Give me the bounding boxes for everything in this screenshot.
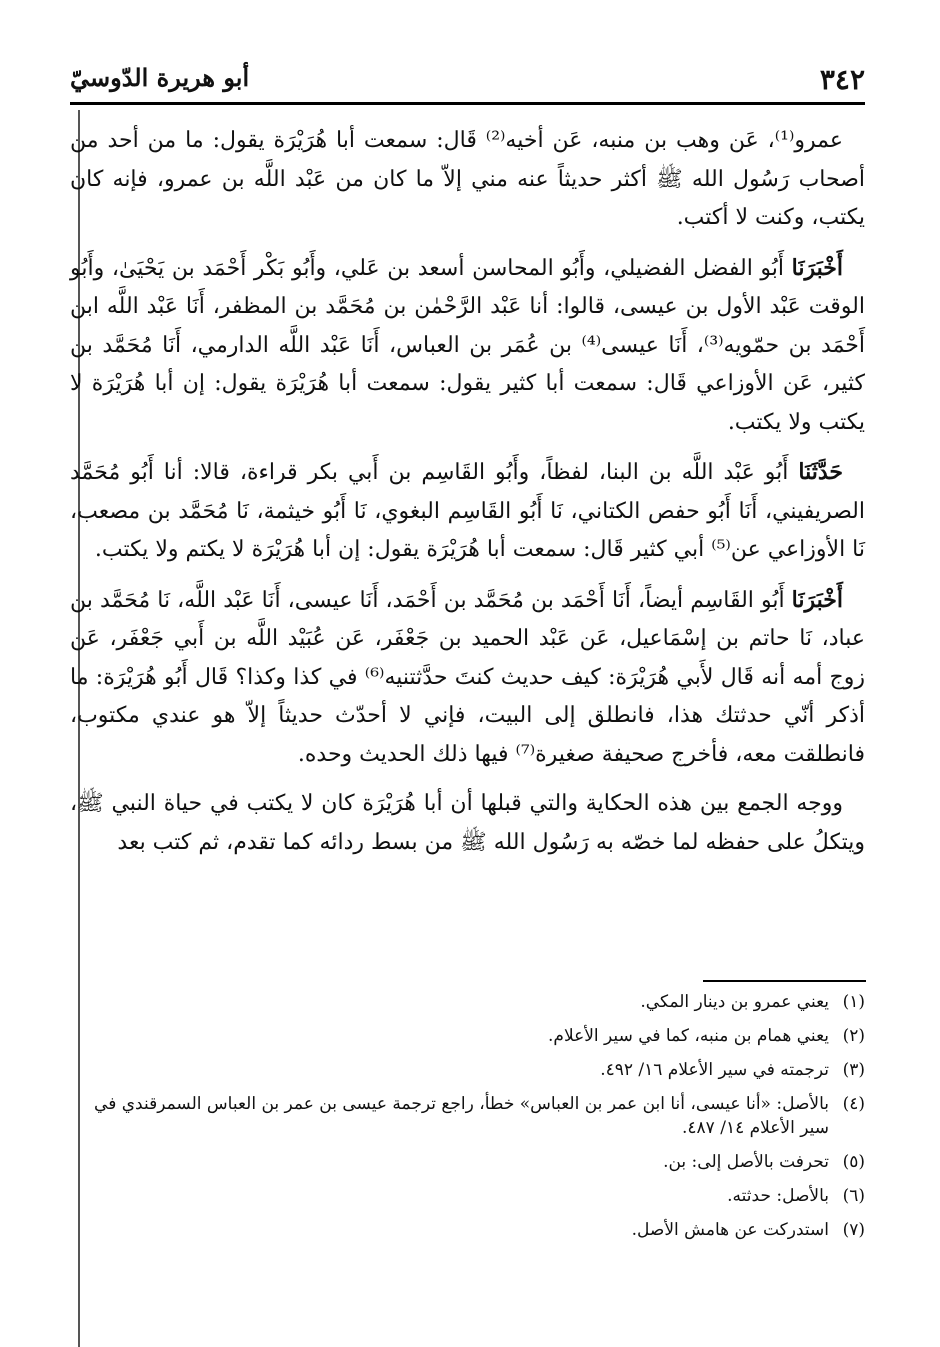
footnote-separator — [703, 980, 866, 982]
footnote-number: (٤) — [842, 1094, 865, 1114]
paragraph-2 — [70, 249, 865, 443]
paragraph-text: عمرو⁽¹⁾، عَن وهب بن منبه، عَن أخيه⁽²⁾ قَال: سمعت أبا هُرَيْرَة يقول: ما من أحد من أصحاب رَسُول الله ﷺ أكثر حديثاً عنه مني إلاّ ما كان من عَبْد اللَّه بن عمرو، فإنه كان يكتب، وكنت لا أكتب. — [70, 128, 865, 230]
footnote-number: (٦) — [842, 1186, 865, 1206]
footnote — [70, 1092, 865, 1140]
running-title: أبو هريرة الدّوسيّ — [70, 63, 250, 92]
paragraph-text: أَبُو عَبْد اللَّه بن البنا، لفظاً، وأَبُو القَاسِم بن أَبي بكر قراءة، قالا: أنا أَبُو مُحَمَّد الصريفيني، أَنَا أَبُو حفص الكتاني، نَا أَبُو القَاسِم البغوي، نَا أَبُو خيثمة، نَا مُحَمَّد بن مصعب، نَا الأوزاعي عن⁽⁵⁾ أبي كثير قَال: سمعت أبا هُرَيْرَة يقول: إن أبا هُرَيْرَة لا يكتم ولا يكتب. — [70, 460, 865, 562]
footnote — [70, 1218, 865, 1242]
footnote-text: يعني همام بن منبه، كما في سير الأعلام. — [548, 1026, 829, 1046]
footnotes — [70, 990, 865, 1252]
paragraph-4 — [70, 581, 865, 775]
page-number: ٣٤٢ — [819, 63, 865, 96]
footnote-text: تحرفت بالأصل إلى: بن. — [663, 1152, 829, 1172]
footnote — [70, 1184, 865, 1208]
paragraph-text: أَبُو القَاسِم أيضاً، أَنَا أَحْمَد بن مُحَمَّد بن أَحْمَد، أَنَا عيسى، أَنَا عَبْد اللَّه، نَا مُحَمَّد بن عباد، نَا حاتم بن إسْمَاعيل، عَن عَبْد الحميد بن جَعْفَر، عَن عُبَيْد اللَّه بن أَبي جَعْفَر، عَن زوج أمه أنه قَال لأَبي هُرَيْرَة: كيف حديث كنتَ حدَّثتنيه⁽⁶⁾ في كذا وكذا؟ قَال أَبُو هُرَيْرَة: ما أذكر أنّي حدثتك هذا، فانطلق إلى البيت، فإني لا أحدّث حديثاً إلاّ هو عندي مكتوب، فانطلقت معه، فأخرج صحيفة صغيرة⁽⁷⁾ فيها ذلك الحديث وحده. — [70, 587, 865, 767]
paragraph-text: ووجه الجمع بين هذه الحكاية والتي قبلها أن أبا هُرَيْرَة كان لا يكتب في حياة النبي ﷺ، ويتكلُ على حفظه لما خصّه به رَسُول الله ﷺ من بسط ردائه كما تقدم، ثم كتب بعد — [70, 791, 865, 855]
footnote-text: ترجمته في سير الأعلام ١٦/ ٤٩٢. — [600, 1060, 829, 1080]
header-rule — [70, 102, 865, 105]
footnote-text: بالأصل: «أنا عيسى، أنا ابن عمر بن العباس» خطأ، راجع ترجمة عيسى بن عمر بن العباس السمرقندي في سير الأعلام ١٤/ ٤٨٧. — [94, 1094, 829, 1138]
paragraph-keyword: حَدَّثَنَا — [798, 459, 843, 485]
footnote-number: (٧) — [842, 1220, 865, 1240]
footnote — [70, 1150, 865, 1174]
footnote-text: استدركت عن هامش الأصل. — [631, 1220, 829, 1240]
footnote-number: (٥) — [842, 1152, 865, 1172]
paragraph-keyword: أَخْبَرَنَا — [791, 254, 843, 281]
footnote — [70, 1058, 865, 1082]
main-text — [70, 122, 865, 862]
paragraph-1 — [70, 122, 865, 238]
footnote — [70, 1024, 865, 1048]
paragraph-5 — [70, 785, 865, 862]
footnote-number: (١) — [842, 992, 865, 1012]
paragraph-3 — [70, 453, 865, 570]
paragraph-keyword: أَخْبَرَنَا — [791, 586, 843, 613]
paragraph-text: أَبُو الفضل الفضيلي، وأَبُو المحاسن أسعد بن عَلي، وأَبُو بَكْر أَحْمَد بن يَحْيَىٰ، وأَبُو الوقت عَبْد الأول بن عيسى، قالوا: أنا عَبْد الرَّحْمٰن بن مُحَمَّد بن المظفر، أَنَا عَبْد اللَّه ابن أَحْمَد بن حمّويه⁽³⁾، أَنَا عيسى⁽⁴⁾ بن عُمَر بن العباس، أَنَا عَبْد اللَّه الدارمي، أَنَا مُحَمَّد بن كثير، عَن الأوزاعي قَال: سمعت أبا كثير يقول: سمعت أبا هُرَيْرَة يقول: إن أبا هُرَيْرَة لا يكتب ولا يكتب. — [70, 255, 865, 435]
footnote-text: يعني عمرو بن دينار المكي. — [640, 992, 829, 1012]
footnote-text: بالأصل: حدثته. — [727, 1186, 829, 1206]
footnote-number: (٣) — [842, 1060, 865, 1080]
page-header — [70, 55, 865, 95]
footnote-number: (٢) — [842, 1026, 865, 1046]
footnote — [70, 990, 865, 1014]
